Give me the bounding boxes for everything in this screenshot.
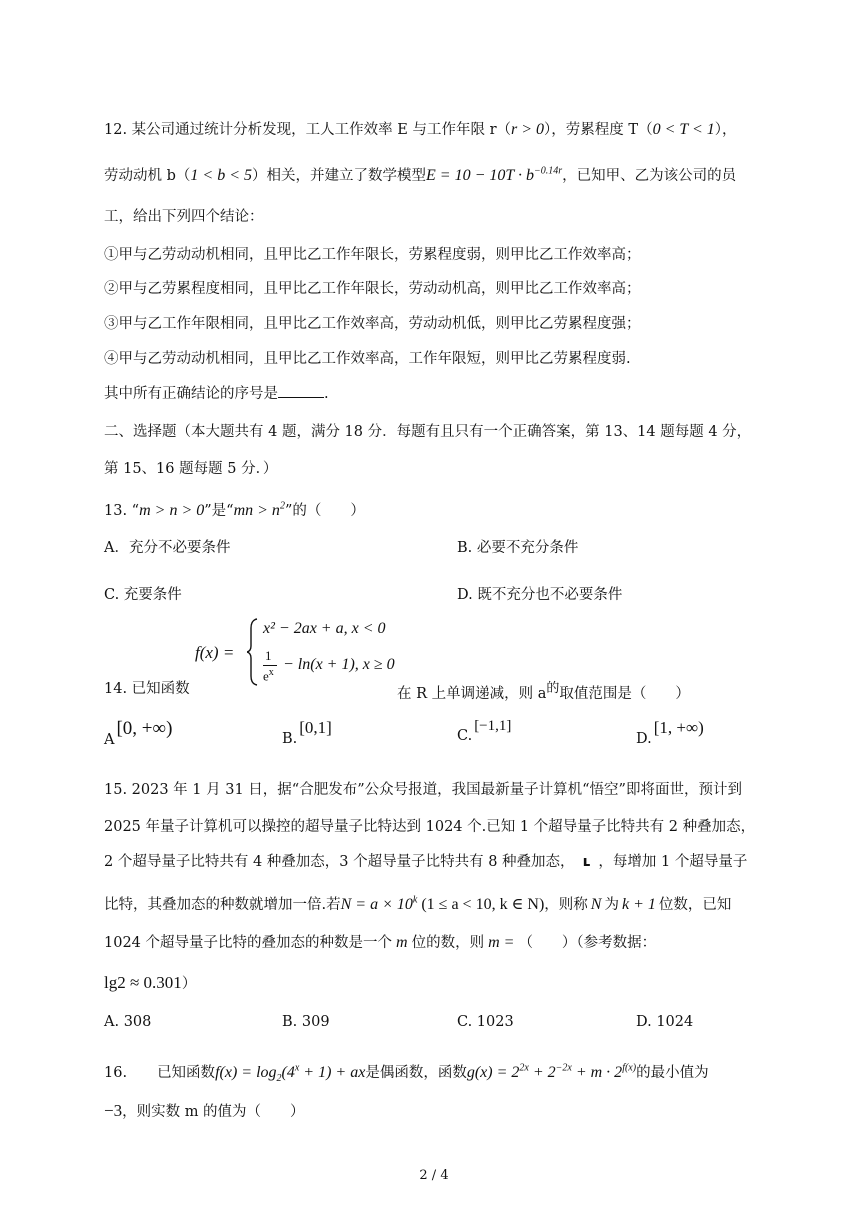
q15-line2: 2025 年量子计算机可以操控的超导量子比特达到 1024 个.已知 1 个超导量子比特共有 2 种叠加态， (104, 819, 756, 835)
q15-math-m-eq: m = (488, 934, 515, 951)
q16-text-b: 是偶函数，函数 (365, 1065, 467, 1081)
q14-opt-b-value: [0,1] (299, 718, 332, 737)
q16-line2 (104, 1100, 305, 1121)
q12-text-f: ，已知甲、乙为该公司的员 (562, 168, 737, 184)
q14-opt-b-label: B. (282, 731, 298, 747)
q15-option-b: B. 309 (282, 1014, 330, 1030)
q12-text-a: 12. 某公司通过统计分析发现，工人工作效率 E 与工作年限 r（ (104, 122, 512, 138)
q14-stem-b-sup: 的 (546, 681, 560, 696)
q14-stem-b-text: 在 R 上单调递减，则 a (397, 685, 547, 702)
q14-case-2: − ln(x + 1), x ≥ 0 (283, 656, 395, 673)
q15-line4-b: ，则称 (544, 897, 588, 913)
q15-math-k1: k + 1 (621, 896, 656, 913)
q12-line2 (104, 164, 736, 185)
q14-case-1: x² − 2ax + a, x < 0 (263, 620, 386, 637)
q15-option-c: C. 1023 (457, 1014, 514, 1030)
q15-line3-text-b: ，每增加 1 个超导量子 (598, 854, 748, 870)
q16-text-a: 已知函数 (157, 1065, 216, 1081)
page-number: 2 / 4 (419, 1168, 449, 1183)
q12-model-formula: $E = 10 - 10T \cdot b^{-0.14r}$ (426, 165, 563, 184)
q14-option-b (282, 718, 332, 747)
q16-math-min: −3 (104, 1101, 123, 1120)
q14-opt-d-label: D. (636, 731, 652, 747)
section2-line1: 二、选择题（本大题共有 4 题，满分 18 分．每题有且只有一个正确答案，第 13、14 题每题 4 分， (104, 424, 752, 440)
q14-case2-denominator: $e^x$ (263, 667, 274, 684)
q15-line5-c: （ ）（参考数据： (518, 935, 657, 951)
q15-line5-b: 位的数，则 (411, 935, 485, 951)
q15-line4-d: 位数，已知 (658, 897, 732, 913)
q14-opt-a-value: [0, +∞) (116, 718, 173, 739)
q14-opt-c-label: C. (457, 728, 473, 744)
q15-option-a: A. 308 (104, 1014, 152, 1030)
q15-line3 (104, 850, 747, 871)
q14-case2-numerator: 1 (265, 648, 272, 663)
q15-line5-a: 1024 个超导量子比特的叠加态的种数是一个 (104, 935, 393, 951)
q15-line5 (104, 931, 656, 952)
q16-line2-text: ，则实数 m 的值为（ ） (122, 1104, 305, 1120)
answer-blank (278, 383, 324, 398)
q13-math-2: mn > $n^2$ (233, 500, 285, 519)
q16-number: 16. (104, 1065, 128, 1081)
q13-stem (104, 499, 365, 520)
q16-math-f: $f(x) = \log_2(4^x + 1)$ + ax (215, 1062, 366, 1085)
q12-ask (104, 382, 329, 403)
q14-stem-c: 取值范围是（ ） (559, 685, 690, 702)
q12-line3: 工，给出下列四个结论： (104, 209, 264, 225)
q12-conclusion-3: ③甲与乙工作年限相同，且甲比乙工作效率高，劳动动机低，则甲比乙劳累程度强； (104, 316, 641, 332)
q14-option-d (636, 718, 704, 747)
q15-line4-a: 比特，其叠加态的种数就增加一倍.若 (104, 897, 341, 913)
q15-option-d: D. 1024 (636, 1014, 694, 1030)
q12-conclusion-1: ①甲与乙劳动动机相同，且甲比乙工作年限长，劳累程度弱，则甲比乙工作效率高； (104, 247, 641, 263)
q15-ellipsis-glyph: ʟ (582, 854, 591, 870)
q14-stem-a: 14. 已知函数 (104, 681, 190, 697)
q15-math-N: N (590, 896, 602, 913)
q15-line4 (104, 893, 731, 914)
q14-stem-b (397, 677, 690, 703)
q14-piecewise-function (195, 618, 405, 690)
q16-line1 (104, 1061, 709, 1084)
q12-math-t: 0 < T < 1 (652, 121, 715, 138)
q14-option-c (457, 718, 512, 744)
q15-math-cond: (1 ≤ a < 10, k ∈ N) (421, 896, 545, 913)
q15-math-m: m (396, 934, 408, 951)
q12-math-b: 1 < b < 5 (190, 167, 252, 184)
q13-option-a: A．充分不必要条件 (104, 540, 231, 556)
q15-line1: 15. 2023 年 1 月 31 日，据“合肥发布”公众号报道，我国最新量子计算机“悟空”即将面世，预计到 (104, 782, 742, 798)
fraction-bar (263, 665, 277, 666)
q14-option-a (104, 718, 173, 748)
q12-conclusion-4: ④甲与乙劳动动机相同，且甲比乙工作效率高，工作年限短，则甲比乙劳累程度弱. (104, 351, 631, 367)
q12-line1 (104, 118, 737, 139)
q15-ref-data: lg2 ≈ 0.301 (104, 973, 182, 992)
q12-math-r: r > 0 (511, 121, 545, 138)
q12-ask-period: . (324, 386, 329, 402)
q12-ask-text: 其中所有正确结论的序号是 (104, 386, 278, 402)
q14-opt-c-value: [−1,1] (474, 718, 512, 734)
q16-text-c: 的最小值为 (636, 1065, 709, 1081)
q15-line3-text: 2 个超导量子比特共有 4 种叠加态，3 个超导量子比特共有 8 种叠加态， (104, 854, 575, 870)
q12-text-e: ）相关，并建立了数学模型 (252, 168, 426, 184)
q13-suffix: ”的（ ） (284, 503, 365, 519)
q13-option-c: C. 充要条件 (104, 587, 182, 603)
q15-math-n: $N = a \times 10^k$ (340, 894, 418, 913)
q13-prefix: 13. “ (104, 503, 140, 519)
q14-lhs: f(x) = (195, 643, 235, 662)
q15-line4-c: 为 (604, 897, 619, 913)
q16-math-g: $g(x) = 2^{2x} + 2^{-2x} + m \cdot 2^{f(x)}$ (466, 1062, 637, 1081)
q14-opt-a-label: A (104, 732, 115, 748)
q12-text-d: 劳动动机 b（ (104, 168, 191, 184)
q13-mid: ”是“ (204, 503, 234, 519)
q13-option-d: D. 既不充分也不必要条件 (457, 587, 623, 603)
brace-icon (247, 618, 259, 686)
q12-conclusion-2: ②甲与乙劳累程度相同，且甲比乙工作年限长，劳动动机高，则甲比乙工作效率高； (104, 281, 641, 297)
section2-line2: 第 15、16 题每题 5 分．） (104, 461, 278, 477)
q12-text-c: ）， (714, 122, 737, 138)
q13-math-1: m > n > 0 (139, 502, 205, 519)
q15-ref-close: ） (181, 976, 197, 992)
q15-line6 (104, 972, 196, 993)
q12-text-b: ），劳累程度 T（ (544, 122, 653, 138)
q13-option-b: B. 必要不充分条件 (457, 540, 579, 556)
q14-opt-d-value: [1, +∞) (653, 718, 704, 737)
